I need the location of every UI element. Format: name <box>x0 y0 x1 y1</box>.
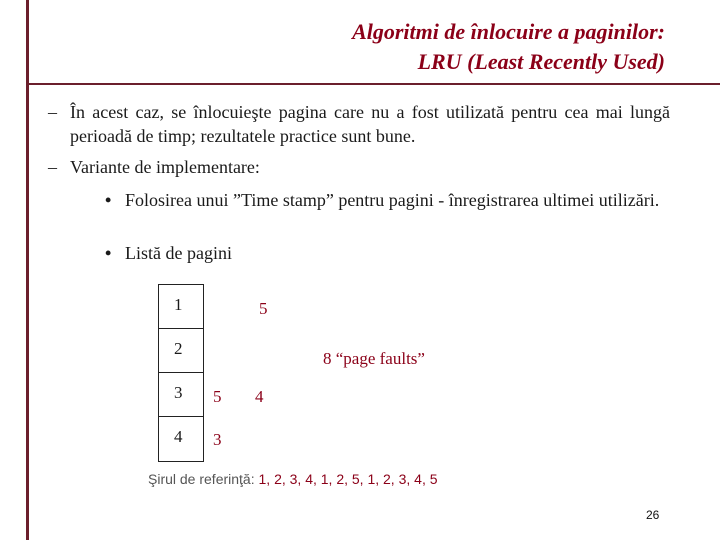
dot-marker: • <box>105 243 112 263</box>
bullet-text: În acest caz, se înlocuieşte pagina care nu a fost utilizată pentru cea mai lungă perioadă de timp; rezultatele practice sunt bune. <box>70 102 670 146</box>
title-underline <box>26 83 720 85</box>
frame-cell: 4 <box>174 427 183 446</box>
title-line-1: Algoritmi de înlocuire a paginilor: <box>352 19 665 44</box>
replacement-value: 3 <box>213 430 222 449</box>
frame-cell: 3 <box>159 373 203 417</box>
title-line-2: LRU (Least Recently Used) <box>417 49 665 74</box>
replacement-value: 5 <box>213 387 222 406</box>
dot-marker: • <box>105 190 112 210</box>
dash-marker: – <box>48 157 57 177</box>
slide-title <box>352 17 665 77</box>
sub-bullet-time-stamp <box>105 188 695 212</box>
reference-label: Şirul de referinţă: <box>148 471 255 487</box>
replacement-value: 5 <box>259 299 268 318</box>
sub-bullet-text: Folosirea unui ”Time stamp” pentru pagini - înregistrarea ultimei utilizări. <box>125 190 660 210</box>
page-faults-count: 8 “page faults” <box>323 349 425 368</box>
bullet-implementation-variants <box>48 155 670 179</box>
bullet-text: Variante de implementare: <box>70 157 260 177</box>
bullet-lru-description <box>48 100 670 148</box>
page-number: 26 <box>646 508 660 522</box>
page-frame-table <box>158 284 204 462</box>
frame-cell: 1 <box>159 285 203 329</box>
sub-bullet-page-list <box>105 241 425 265</box>
dash-marker: – <box>48 102 57 122</box>
reference-string <box>148 471 438 487</box>
left-vertical-rule <box>26 0 29 540</box>
reference-sequence: 1, 2, 3, 4, 1, 2, 5, 1, 2, 3, 4, 5 <box>258 471 438 487</box>
frame-cell: 2 <box>159 329 203 373</box>
replacement-value: 4 <box>255 387 264 406</box>
sub-bullet-text: Listă de pagini <box>125 243 232 263</box>
